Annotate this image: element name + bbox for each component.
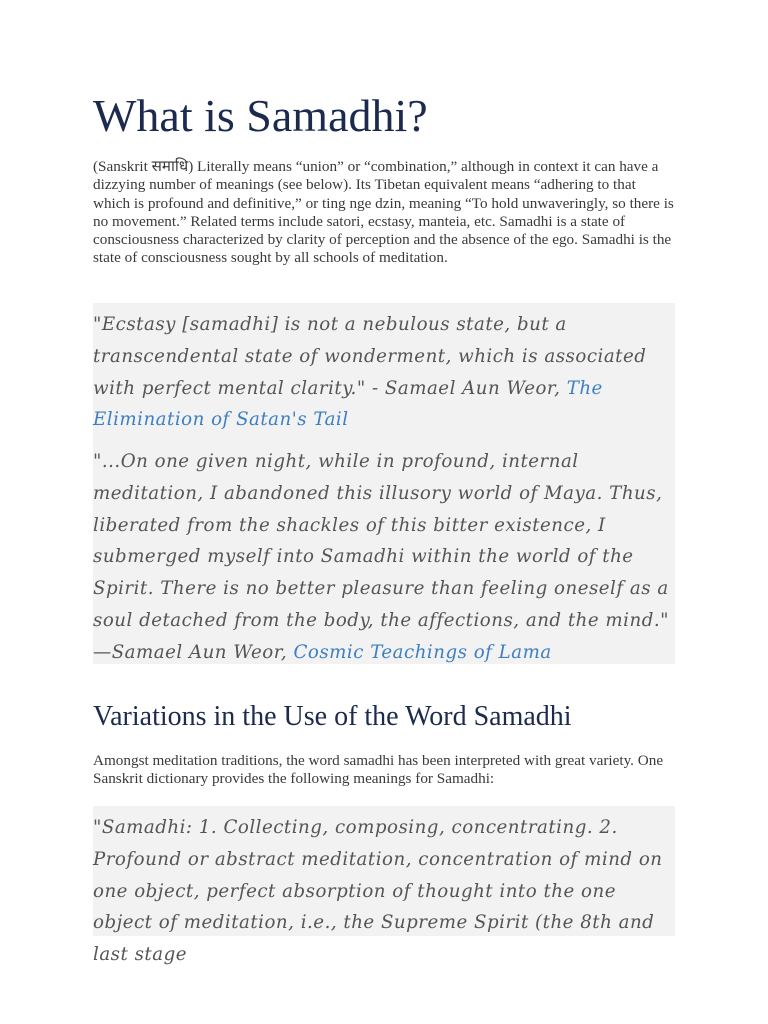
link-elimination-of-satans-tail[interactable]: The Elimination of Satan's Tail (93, 377, 603, 431)
quote-maya-text: "...On one given night, while in profound, internal meditation, I abandoned this illusory world of Maya. Thus, liberated from the shackles of this bitter existence, I submerged myself into Samadhi within the world of the Spirit. There is no better pleasure than feeling oneself as a soul detached from the body, the affections, and the mind." —Samael Aun Weor, (93, 451, 669, 663)
quote-ecstasy (93, 309, 675, 436)
quote-block-dictionary (93, 806, 675, 966)
link-cosmic-teachings-of-lama[interactable]: Cosmic Teachings of Lama (293, 641, 552, 663)
section-heading: Variations in the Use of the Word Samadhi (93, 701, 572, 732)
quote-block (93, 303, 675, 664)
variations-paragraph: Amongst meditation traditions, the word samadhi has been interpreted with great variety. One Sanskrit dictionary provides the following meanings for Samadhi: (93, 752, 664, 788)
quote-ecstasy-text: "Ecstasy [samadhi] is not a nebulous state, but a transcendental state of wonderment, which is associated with perfect mental clarity." - Samael Aun Weor, (93, 314, 647, 399)
quote-maya (93, 446, 675, 669)
intro-paragraph: (Sanskrit समाधि) Literally means “union” or “combination,” although in context it can have a dizzying number of meanings (see below). Its Tibetan equivalent means “adhering to that which is profound and definitive,” or ting nge dzin, meaning “To hold unwaveringly, so there is no movement.” Related terms include satori, ecstasy, manteia, etc. Samadhi is a state of consciousness characterized by clarity of perception and the absence of the ego. Samadhi is the state of consciousness sought by all schools of meditation. (93, 158, 674, 267)
quote-dictionary-definition: "Samadhi: 1. Collecting, composing, concentrating. 2. Profound or abstract meditation, concentration of mind on one object, perfect absorption of thought into the one object of meditation, i.e., the Supreme Spirit (the 8th and last stage (93, 817, 663, 966)
page-title: What is Samadhi? (93, 90, 428, 141)
